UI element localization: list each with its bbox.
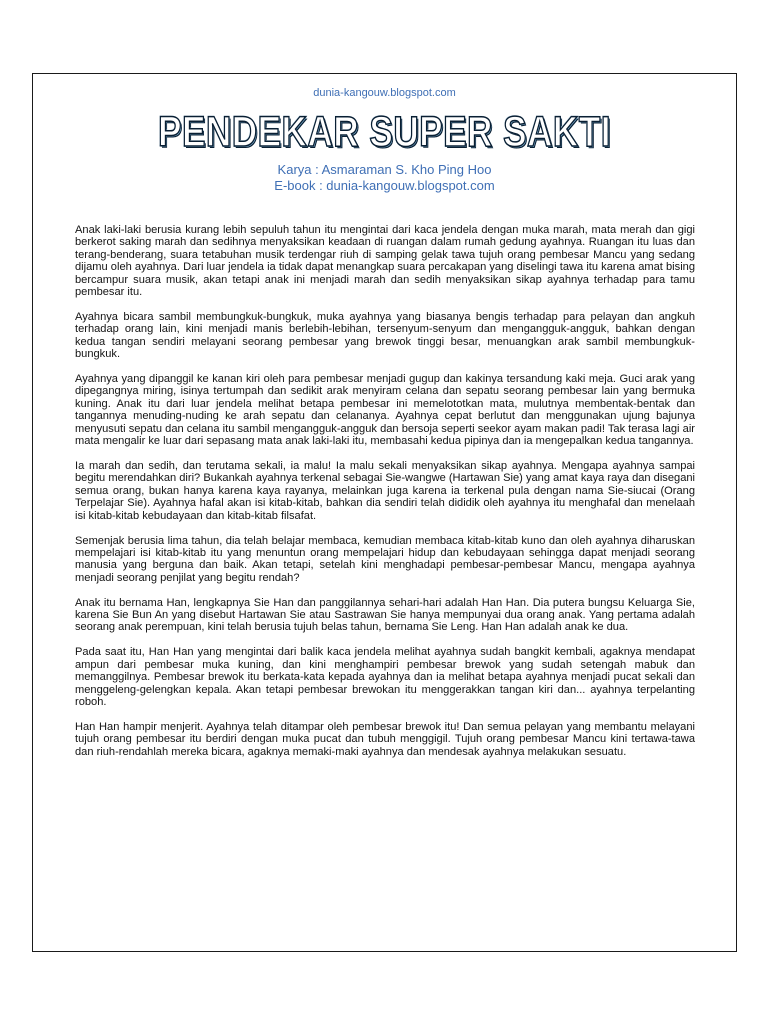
paragraph: Ayahnya yang dipanggil ke kanan kiri oleh para pembesar menjadi gugup dan kakinya tersandung kaki meja. Guci arak yang dipegangnya miring, isinya tertumpah dan sedikit arak menyiram celana dan sepatu seorang pembesar lain yang bermuka kuning. Anak itu dari luar jendela melihat betapa pembesar ini memelototkan mata, mulutnya membentak-bentak dan tangannya menuding-nuding ke arah sepatu dan celananya. Ayahnya cepat berlutut dan menggunakan ujung bajunya menyusuti sepatu dan celana itu sambil mengangguk-angguk dan bersoja seperti seekor ayam makan padi! Tak terasa lagi air mata mengalir ke luar dari sepasang mata anak laki-laki itu, membasahi kedua pipinya dan ia mengepalkan kedua tangannya. <box>75 373 695 448</box>
page-frame <box>32 73 737 952</box>
paragraph: Semenjak berusia lima tahun, dia telah belajar membaca, kemudian membaca kitab-kitab kuno dan oleh ayahnya diharuskan mempelajari isi kitab-kitab itu yang menuntun orang mempelajari hidup dan kebudayaan sehingga dapat menjadi seorang manusia yang berguna dan baik. Akan tetapi, setelah kini menghadapi pembesar-pembesar Mancu, mengapa ayahnya menjadi seorang penjilat yang begitu rendah? <box>75 534 695 584</box>
paragraph: Ia marah dan sedih, dan terutama sekali, ia malu! Ia malu sekali menyaksikan sikap ayahnya. Mengapa ayahnya sampai begitu merendahkan diri? Bukankah ayahnya terkenal sebagai Sie-wangwe (Hartawan Sie) yang amat kaya raya dan disegani semua orang, bukan hanya karena kaya rayanya, melainkan juga karena ia terkenal pula dengan nama Sie-siucai (Orang Terpelajar Sie). Ayahnya hafal akan isi kitab-kitab, bahkan dia sendiri telah dididik oleh ayahnya itu menghafal dan menelaah isi kitab-kitab kebudayaan dan kitab-kitab filsafat. <box>75 460 695 522</box>
story-text <box>75 224 695 771</box>
paragraph: Anak itu bernama Han, lengkapnya Sie Han dan panggilannya sehari-hari adalah Han Han. Dia putera bungsu Keluarga Sie, karena Sie Bun An yang disebut Hartawan Sie atau Sastrawan Sie hanya mempunyai dua orang anak. Yang pertama adalah seorang anak perempuan, kini telah berusia tujuh belas tahun, bernama Sie Leng. Han Han adalah anak ke dua. <box>75 596 695 634</box>
book-title-logo: PENDEKAR SUPER SAKTI <box>96 106 672 158</box>
paragraph: Han Han hampir menjerit. Ayahnya telah ditampar oleh pembesar brewok itu! Dan semua pelayan yang membantu melayani tujuh orang pembesar itu berdiri dengan muka pucat dan tubuh menggigil. Tujuh orang pembesar Mancu kini tertawa-tawa dan riuh-rendahlah mereka bicara, agaknya memaki-maki ayahnya dan mendesak ayahnya melakukan sesuatu. <box>75 720 695 758</box>
author-line: Karya : Asmaraman S. Kho Ping Hoo <box>277 162 492 177</box>
ebook-line: E-book : dunia-kangouw.blogspot.com <box>274 178 495 193</box>
paragraph: Pada saat itu, Han Han yang mengintai dari balik kaca jendela melihat ayahnya sudah bangkit kembali, agaknya mendapat ampun dari pembesar muka kuning, dan kini menghampiri pembesar brewok yang sudah setengah mabuk dan memanggilnya. Pembesar brewok itu berkata-kata kepada ayahnya dan ia melihat betapa ayahnya menjadi pucat sekali dan menggeleng-gelengkan kepala. Akan tetapi pembesar brewokan itu menggerakkan tangan kiri dan... ayahnya terpelanting roboh. <box>75 646 695 708</box>
paragraph: Anak laki-laki berusia kurang lebih sepuluh tahun itu mengintai dari kaca jendela dengan muka marah, mata merah dan gigi berkerot saking marah dan sedihnya menyaksikan keadaan di ruangan dalam rumah gedung ayahnya. Ruangan itu luas dan terang-benderang, suara tetabuhan musik terdengar riuh di samping gelak tawa tujuh orang pembesar Mancu yang sedang dijamu oleh ayahnya. Dari luar jendela ia tidak dapat menangkap suara percakapan yang diselingi tawa itu karena amat bising bercampur suara musik, akan tetapi anak ini menjadi marah dan sedih menyaksikan sikap ayahnya terhadap para tamu pembesar itu. <box>75 224 695 299</box>
paragraph: Ayahnya bicara sambil membungkuk-bungkuk, muka ayahnya yang biasanya bengis terhadap para pelayan dan angkuh terhadap orang lain, kini menjadi manis berlebih-lebihan, tersenyum-senyum dan mengangguk-angguk, bahkan dengan kedua tangan sendiri melayani seorang pembesar yang brewok tinggi besar, menuangkan arak sambil membungkuk-bungkuk. <box>75 310 695 361</box>
site-link[interactable]: dunia-kangouw.blogspot.com <box>313 87 456 99</box>
